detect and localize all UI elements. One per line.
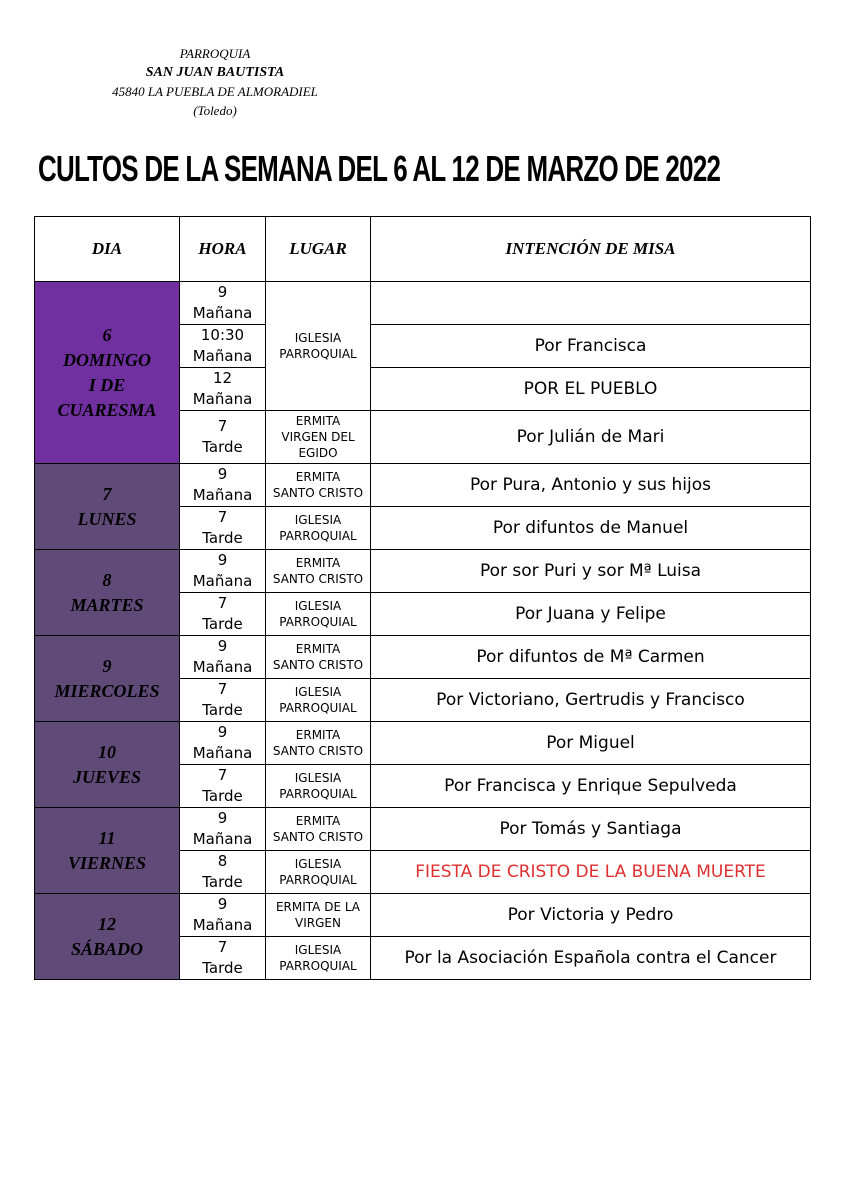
hora-cell <box>180 550 266 593</box>
hora-line: 9 <box>217 465 228 483</box>
hora-line: 9 <box>217 723 228 741</box>
day-cell <box>35 464 180 550</box>
misa-intention-cell: Por Julián de Mari <box>371 411 811 464</box>
hora-line: Mañana <box>192 916 253 934</box>
lugar-line: IGLESIA <box>294 943 342 957</box>
lugar-cell <box>266 464 371 507</box>
hora-cell <box>180 593 266 636</box>
parish-header <box>60 44 370 120</box>
lugar-line: IGLESIA <box>294 771 342 785</box>
table-row <box>35 282 811 325</box>
misa-intention-cell: Por sor Puri y sor Mª Luisa <box>371 550 811 593</box>
col-header-intencion: INTENCIÓN DE MISA <box>371 217 811 282</box>
day-label-line: 11 <box>98 827 116 848</box>
table-row <box>35 722 811 765</box>
lugar-cell <box>266 507 371 550</box>
hora-line: 9 <box>217 809 228 827</box>
lugar-cell <box>266 808 371 851</box>
hora-line: Tarde <box>202 615 243 633</box>
hora-cell <box>180 368 266 411</box>
hora-line: 10:30 <box>200 326 245 344</box>
hora-cell <box>180 851 266 894</box>
lugar-line: IGLESIA <box>294 513 342 527</box>
lugar-line: ERMITA <box>295 642 341 656</box>
lugar-line: SANTO CRISTO <box>272 572 364 586</box>
day-cell <box>35 282 180 464</box>
lugar-cell <box>266 282 371 411</box>
col-header-hora: HORA <box>180 217 266 282</box>
hora-line: Mañana <box>192 390 253 408</box>
misa-intention-cell: Por Juana y Felipe <box>371 593 811 636</box>
lugar-line: IGLESIA <box>294 685 342 699</box>
hora-line: Tarde <box>202 438 243 456</box>
hora-line: 12 <box>212 369 233 387</box>
day-label-line: VIERNES <box>67 852 147 873</box>
hora-line: 9 <box>217 551 228 569</box>
table-row <box>35 550 811 593</box>
lugar-line: ERMITA <box>295 414 341 428</box>
misa-intention-cell: Por Francisca y Enrique Sepulveda <box>371 765 811 808</box>
lugar-cell <box>266 937 371 980</box>
lugar-cell <box>266 636 371 679</box>
lugar-cell <box>266 851 371 894</box>
day-label-line: LUNES <box>77 508 137 529</box>
hora-line: 7 <box>217 508 228 526</box>
misa-intention-cell: Por difuntos de Manuel <box>371 507 811 550</box>
hora-line: 9 <box>217 637 228 655</box>
hora-cell <box>180 507 266 550</box>
lugar-cell <box>266 679 371 722</box>
col-header-lugar: LUGAR <box>266 217 371 282</box>
hora-cell <box>180 464 266 507</box>
hora-line: 9 <box>217 895 228 913</box>
day-label-line: JUEVES <box>72 766 142 787</box>
lugar-line: ERMITA <box>295 814 341 828</box>
lugar-line: VIRGEN DEL <box>281 430 355 444</box>
day-label-line: 7 <box>102 483 112 504</box>
lugar-line: PARROQUIAL <box>279 959 357 973</box>
hora-cell <box>180 722 266 765</box>
day-cell <box>35 808 180 894</box>
lugar-line: EGIDO <box>298 446 338 460</box>
lugar-line: PARROQUIAL <box>279 787 357 801</box>
table-row <box>35 464 811 507</box>
hora-cell <box>180 808 266 851</box>
lugar-cell <box>266 765 371 808</box>
lugar-line: PARROQUIAL <box>279 873 357 887</box>
lugar-line: ERMITA <box>295 728 341 742</box>
lugar-cell <box>266 411 371 464</box>
day-cell <box>35 550 180 636</box>
parish-address: 45840 LA PUEBLA DE ALMORADIEL <box>112 84 318 99</box>
page-title: CULTOS DE LA SEMANA DEL 6 AL 12 DE MARZO DE 2022 <box>38 148 721 189</box>
day-label-line: MARTES <box>70 594 144 615</box>
misa-intention-cell: Por Victoriano, Gertrudis y Francisco <box>371 679 811 722</box>
lugar-line: PARROQUIAL <box>279 615 357 629</box>
lugar-line: SANTO CRISTO <box>272 830 364 844</box>
hora-line: Mañana <box>192 486 253 504</box>
misa-intention-cell: POR EL PUEBLO <box>371 368 811 411</box>
hora-line: 7 <box>217 680 228 698</box>
day-label-line: CUARESMA <box>57 399 157 420</box>
day-cell <box>35 722 180 808</box>
hora-line: 7 <box>217 938 228 956</box>
hora-cell <box>180 411 266 464</box>
day-label-line: SÁBADO <box>70 938 144 959</box>
col-header-dia: DIA <box>35 217 180 282</box>
table-header-row <box>35 217 811 282</box>
hora-line: Tarde <box>202 959 243 977</box>
day-cell <box>35 636 180 722</box>
table-row <box>35 894 811 937</box>
lugar-line: ERMITA <box>295 556 341 570</box>
parish-province: (Toledo) <box>193 103 237 118</box>
lugar-line: IGLESIA <box>294 857 342 871</box>
misa-intention-cell: Por Tomás y Santiaga <box>371 808 811 851</box>
hora-line: Mañana <box>192 572 253 590</box>
lugar-line: SANTO CRISTO <box>272 658 364 672</box>
day-label-line: 6 <box>102 324 112 345</box>
hora-cell <box>180 765 266 808</box>
hora-line: 7 <box>217 594 228 612</box>
hora-line: 9 <box>217 283 228 301</box>
hora-line: Mañana <box>192 830 253 848</box>
hora-line: 7 <box>217 766 228 784</box>
lugar-line: ERMITA <box>295 470 341 484</box>
day-label-line: I DE <box>88 374 126 395</box>
hora-line: Mañana <box>192 744 253 762</box>
lugar-line: ERMITA DE LA <box>275 900 361 914</box>
hora-line: Tarde <box>202 701 243 719</box>
day-cell <box>35 894 180 980</box>
table-row <box>35 808 811 851</box>
lugar-line: SANTO CRISTO <box>272 486 364 500</box>
day-label-line: 8 <box>102 569 112 590</box>
hora-cell <box>180 636 266 679</box>
schedule-table <box>34 216 811 980</box>
misa-intention-cell <box>371 282 811 325</box>
misa-intention-cell: FIESTA DE CRISTO DE LA BUENA MUERTE <box>371 851 811 894</box>
hora-line: Mañana <box>192 304 253 322</box>
lugar-cell <box>266 550 371 593</box>
parish-name: SAN JUAN BAUTISTA <box>145 65 285 80</box>
day-label-line: 10 <box>98 741 116 762</box>
hora-cell <box>180 937 266 980</box>
day-label-line: MIERCOLES <box>54 680 160 701</box>
hora-line: Tarde <box>202 529 243 547</box>
day-label-line: 9 <box>102 655 112 676</box>
lugar-line: PARROQUIAL <box>279 347 357 361</box>
misa-intention-cell: Por Francisca <box>371 325 811 368</box>
lugar-cell <box>266 894 371 937</box>
misa-intention-cell: Por Victoria y Pedro <box>371 894 811 937</box>
lugar-line: VIRGEN <box>295 916 341 930</box>
hora-line: Mañana <box>192 347 253 365</box>
hora-line: Tarde <box>202 787 243 805</box>
hora-line: 8 <box>217 852 228 870</box>
hora-cell <box>180 325 266 368</box>
misa-intention-cell: Por Pura, Antonio y sus hijos <box>371 464 811 507</box>
lugar-cell <box>266 593 371 636</box>
lugar-line: SANTO CRISTO <box>272 744 364 758</box>
day-label-line: DOMINGO <box>62 349 151 370</box>
hora-line: Mañana <box>192 658 253 676</box>
lugar-line: IGLESIA <box>294 331 342 345</box>
misa-intention-cell: Por la Asociación Española contra el Cancer <box>371 937 811 980</box>
table-row <box>35 636 811 679</box>
parish-label: PARROQUIA <box>179 46 251 61</box>
hora-cell <box>180 679 266 722</box>
hora-cell <box>180 894 266 937</box>
misa-intention-cell: Por difuntos de Mª Carmen <box>371 636 811 679</box>
hora-line: Tarde <box>202 873 243 891</box>
hora-line: 7 <box>217 417 228 435</box>
lugar-line: IGLESIA <box>294 599 342 613</box>
misa-intention-cell: Por Miguel <box>371 722 811 765</box>
lugar-cell <box>266 722 371 765</box>
lugar-line: PARROQUIAL <box>279 701 357 715</box>
hora-cell <box>180 282 266 325</box>
lugar-line: PARROQUIAL <box>279 529 357 543</box>
schedule-body <box>35 282 811 980</box>
day-label-line: 12 <box>98 913 116 934</box>
